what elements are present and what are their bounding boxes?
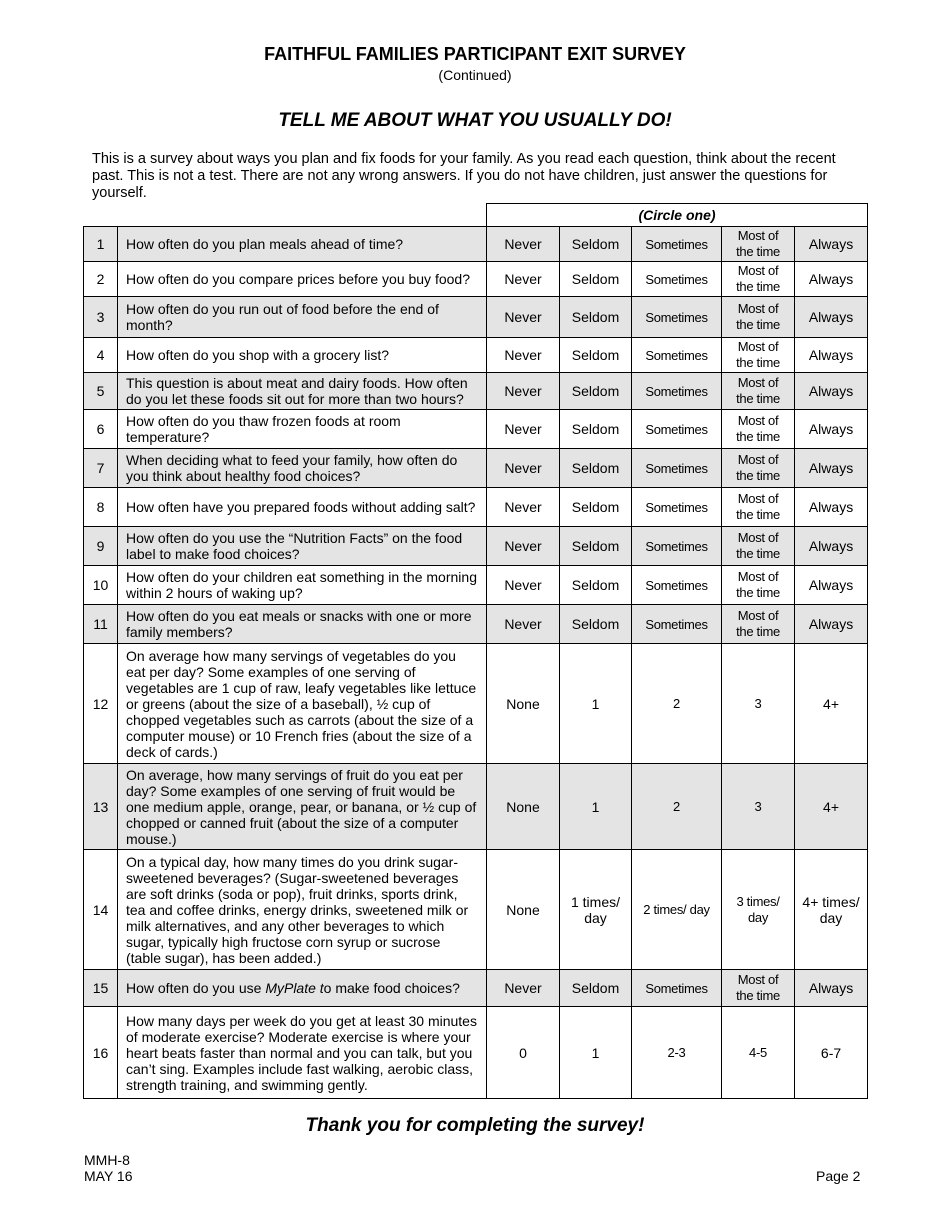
- question-number: 14: [84, 850, 118, 970]
- answer-option-label: Always: [808, 271, 854, 287]
- answer-option-sometimes[interactable]: [632, 373, 722, 410]
- answer-option-label: 4+: [823, 695, 839, 712]
- question-number: 9: [84, 527, 118, 566]
- answer-option-most[interactable]: [722, 764, 795, 850]
- question-number: 7: [84, 449, 118, 488]
- answer-option-label: None: [506, 901, 540, 918]
- answer-option-sometimes[interactable]: [632, 527, 722, 566]
- answer-option-label: Always: [808, 980, 854, 996]
- answer-option-label: Seldom: [571, 271, 620, 287]
- answer-option-label: Sometimes: [645, 577, 708, 593]
- answer-option-sometimes[interactable]: [632, 262, 722, 297]
- answer-option-never[interactable]: [487, 338, 560, 373]
- answer-option-label: 0: [519, 1044, 527, 1061]
- answer-option-label: 1: [591, 798, 600, 815]
- answer-option-label: Seldom: [571, 538, 620, 554]
- question-number: 4: [84, 338, 118, 373]
- answer-option-label: Most of the time: [736, 375, 780, 406]
- answer-option-label: Always: [808, 309, 854, 325]
- answer-option-label: 3: [754, 696, 762, 711]
- answer-option-label: Never: [504, 577, 542, 593]
- answer-option-most[interactable]: [722, 1007, 795, 1099]
- answer-option-never[interactable]: [487, 764, 560, 850]
- question-row: [84, 527, 868, 566]
- question-number: 10: [84, 566, 118, 605]
- answer-option-label: Seldom: [571, 577, 620, 593]
- answer-option-seldom[interactable]: [560, 338, 632, 373]
- answer-option-sometimes[interactable]: [632, 566, 722, 605]
- answer-option-always[interactable]: [795, 1007, 868, 1099]
- question-text: How often do you thaw frozen foods at room temperature?: [118, 410, 487, 449]
- answer-option-label: Most of the time: [736, 228, 780, 259]
- answer-option-label: 2: [673, 696, 680, 711]
- answer-option-seldom[interactable]: [560, 644, 632, 764]
- answer-option-always[interactable]: [795, 566, 868, 605]
- form-code-id: MMH-8: [84, 1152, 130, 1168]
- answer-option-label: Seldom: [571, 383, 620, 399]
- question-text: How often do you eat meals or snacks with one or more family members?: [118, 605, 487, 644]
- answer-option-seldom[interactable]: [560, 410, 632, 449]
- answer-option-seldom[interactable]: [560, 566, 632, 605]
- question-text-part: o make food choices?: [323, 980, 460, 996]
- answer-option-seldom[interactable]: [560, 970, 632, 1007]
- answer-option-never[interactable]: [487, 410, 560, 449]
- answer-option-sometimes[interactable]: [632, 227, 722, 262]
- question-text-part: MyPlate t: [265, 980, 324, 996]
- answer-option-label: Seldom: [571, 460, 620, 476]
- question-row: [84, 605, 868, 644]
- question-row: [84, 764, 868, 850]
- answer-option-label: Always: [808, 236, 854, 252]
- question-row: [84, 449, 868, 488]
- answer-option-label: 2-3: [667, 1045, 686, 1060]
- answer-option-label: Sometimes: [645, 460, 708, 476]
- answer-option-never[interactable]: [487, 644, 560, 764]
- question-row: [84, 488, 868, 527]
- answer-option-most[interactable]: [722, 527, 795, 566]
- question-text: On average how many servings of vegetables do you eat per day? Some examples of one serving of vegetables are 1 cup of raw, leafy vegetables like lettuce or greens (about the size of a baseball), ½ cup of chopped vegetables such as carrots (about the size of a computer mouse) or 10 French fries (about the size of a deck of cards.): [118, 644, 487, 764]
- answer-option-label: 6-7: [820, 1044, 842, 1061]
- question-number: 5: [84, 373, 118, 410]
- answer-option-most[interactable]: [722, 970, 795, 1007]
- answer-option-label: 4+ times/ day: [802, 893, 860, 926]
- answer-option-label: Most of the time: [736, 530, 780, 561]
- answer-option-sometimes[interactable]: [632, 1007, 722, 1099]
- answer-option-most[interactable]: [722, 850, 795, 970]
- answer-option-label: Never: [504, 309, 542, 325]
- answer-option-label: Sometimes: [645, 236, 708, 252]
- answer-option-sometimes[interactable]: [632, 970, 722, 1007]
- answer-option-label: Always: [808, 383, 854, 399]
- question-text-part: How often do you use: [126, 980, 266, 996]
- answer-option-label: Never: [504, 347, 542, 363]
- answer-option-sometimes[interactable]: [632, 644, 722, 764]
- answer-option-most[interactable]: [722, 449, 795, 488]
- question-text: This question is about meat and dairy foods. How often do you let these foods sit out for more than two hours?: [118, 373, 487, 410]
- answer-option-label: 2: [673, 799, 680, 814]
- answer-option-always[interactable]: [795, 644, 868, 764]
- answer-option-label: Sometimes: [645, 347, 708, 363]
- answer-option-sometimes[interactable]: [632, 605, 722, 644]
- answer-option-seldom[interactable]: [560, 605, 632, 644]
- answer-option-sometimes[interactable]: [632, 410, 722, 449]
- survey-table: [83, 203, 868, 1099]
- page-number: Page 2: [816, 1168, 861, 1184]
- question-number: 6: [84, 410, 118, 449]
- answer-option-never[interactable]: [487, 566, 560, 605]
- answer-option-label: Most of the time: [736, 608, 780, 639]
- answer-option-label: Sometimes: [645, 980, 708, 996]
- answer-option-label: Never: [504, 616, 542, 632]
- answer-option-never[interactable]: [487, 227, 560, 262]
- answer-option-label: Most of the time: [736, 452, 780, 483]
- question-text: How often do you shop with a grocery list?: [118, 338, 487, 373]
- question-text: How often do you compare prices before you buy food?: [118, 262, 487, 297]
- answer-option-label: Never: [504, 421, 542, 437]
- question-text: How often have you prepared foods without adding salt?: [118, 488, 487, 527]
- answer-option-never[interactable]: [487, 527, 560, 566]
- answer-option-seldom[interactable]: [560, 449, 632, 488]
- answer-option-label: Sometimes: [645, 309, 708, 325]
- question-row: [84, 970, 868, 1007]
- question-number: 2: [84, 262, 118, 297]
- answer-option-label: Always: [808, 538, 854, 554]
- answer-option-always[interactable]: [795, 970, 868, 1007]
- answer-option-never[interactable]: [487, 488, 560, 527]
- answer-option-label: Always: [808, 616, 854, 632]
- table-header-row: [84, 204, 868, 227]
- answer-option-label: Always: [808, 421, 854, 437]
- answer-option-label: 1 times/ day: [570, 893, 620, 926]
- question-number: 8: [84, 488, 118, 527]
- question-text: On a typical day, how many times do you drink sugar-sweetened beverages? (Sugar-sweetened beverages are soft drinks (soda or pop), fruit drinks, sports drink, tea and coffee drinks, energy drinks, sweetened milk or milk alternatives, and any other beverages to which sugar, typically high fructose corn syrup or sucrose (table sugar), has been added.): [118, 850, 487, 970]
- answer-option-label: Never: [504, 499, 542, 515]
- answer-option-label: Seldom: [571, 421, 620, 437]
- answer-option-label: Always: [808, 460, 854, 476]
- answer-option-always[interactable]: [795, 605, 868, 644]
- survey-subtitle: (Continued): [438, 67, 512, 83]
- question-number: 11: [84, 605, 118, 644]
- answer-option-label: Most of the time: [736, 491, 780, 522]
- answer-option-label: Sometimes: [645, 616, 708, 632]
- answer-option-label: Never: [504, 538, 542, 554]
- answer-option-always[interactable]: [795, 373, 868, 410]
- thank-you-message: Thank you for completing the survey!: [305, 1115, 645, 1136]
- question-row: [84, 338, 868, 373]
- answer-option-most[interactable]: [722, 566, 795, 605]
- answer-option-label: Seldom: [571, 236, 620, 252]
- answer-option-label: Sometimes: [645, 421, 708, 437]
- answer-option-never[interactable]: [487, 297, 560, 338]
- answer-option-label: Never: [504, 460, 542, 476]
- answer-option-always[interactable]: [795, 850, 868, 970]
- answer-option-label: Seldom: [571, 499, 620, 515]
- answer-option-seldom[interactable]: [560, 227, 632, 262]
- answer-option-always[interactable]: [795, 410, 868, 449]
- answer-option-seldom[interactable]: [560, 1007, 632, 1099]
- answer-option-always[interactable]: [795, 449, 868, 488]
- answer-option-label: Never: [504, 236, 542, 252]
- answer-option-label: 3 times/ day: [736, 893, 780, 925]
- question-number: 1: [84, 227, 118, 262]
- answer-option-label: None: [506, 798, 540, 815]
- answer-option-never[interactable]: [487, 449, 560, 488]
- answer-option-label: Never: [504, 383, 542, 399]
- answer-option-always[interactable]: [795, 227, 868, 262]
- answer-option-most[interactable]: [722, 373, 795, 410]
- answer-option-most[interactable]: [722, 410, 795, 449]
- question-row: [84, 410, 868, 449]
- question-row: [84, 227, 868, 262]
- answer-option-most[interactable]: [722, 338, 795, 373]
- answer-option-label: Seldom: [571, 980, 620, 996]
- question-row: [84, 566, 868, 605]
- question-text: How often do you use the “Nutrition Facts” on the food label to make food choices?: [118, 527, 487, 566]
- question-text: How many days per week do you get at least 30 minutes of moderate exercise? Moderate exercise is where your heart beats faster than normal and you can talk, but you can’t sing. Examples include fast walking, aerobic class, strength training, and swimming gently.: [118, 1007, 487, 1099]
- intro-paragraph: This is a survey about ways you plan and fix foods for your family. As you read each question, think about the recent past. This is not a test. There are not any wrong answers. If you do not have children, just answer the questions for yourself.: [92, 151, 836, 201]
- answer-option-seldom[interactable]: [560, 527, 632, 566]
- question-row: [84, 1007, 868, 1099]
- answer-option-always[interactable]: [795, 527, 868, 566]
- question-row: [84, 262, 868, 297]
- answer-option-label: Always: [808, 577, 854, 593]
- answer-option-never[interactable]: [487, 970, 560, 1007]
- answer-option-most[interactable]: [722, 297, 795, 338]
- answer-option-label: Sometimes: [645, 383, 708, 399]
- question-row: [84, 644, 868, 764]
- question-text: How often do your children eat something in the morning within 2 hours of waking up?: [118, 566, 487, 605]
- question-number: 3: [84, 297, 118, 338]
- circle-one-label: (Circle one): [487, 204, 868, 227]
- answer-option-label: 1: [591, 1044, 600, 1061]
- answer-option-seldom[interactable]: [560, 373, 632, 410]
- answer-option-never[interactable]: [487, 262, 560, 297]
- answer-option-label: Sometimes: [645, 538, 708, 554]
- question-row: [84, 373, 868, 410]
- question-text: How often do you run out of food before the end of month?: [118, 297, 487, 338]
- answer-option-label: Sometimes: [645, 271, 708, 287]
- section-heading: TELL ME ABOUT WHAT YOU USUALLY DO!: [278, 110, 672, 131]
- question-text: On average, how many servings of fruit do you eat per day? Some examples of one serving of fruit would be one medium apple, orange, pear, or banana, or ½ cup of chopped or canned fruit (about the size of a computer mouse.): [118, 764, 487, 850]
- answer-option-always[interactable]: [795, 262, 868, 297]
- question-text: How often do you plan meals ahead of time?: [118, 227, 487, 262]
- answer-option-always[interactable]: [795, 488, 868, 527]
- answer-option-label: Never: [504, 271, 542, 287]
- answer-option-label: 2 times/ day: [643, 902, 710, 917]
- question-text: [118, 970, 487, 1007]
- form-code: [84, 1152, 133, 1184]
- header-spacer: [84, 204, 487, 227]
- answer-option-label: 3: [754, 799, 762, 814]
- answer-option-sometimes[interactable]: [632, 488, 722, 527]
- answer-option-always[interactable]: [795, 764, 868, 850]
- question-number: 15: [84, 970, 118, 1007]
- answer-option-sometimes[interactable]: [632, 764, 722, 850]
- answer-option-label: Most of the time: [736, 569, 780, 600]
- answer-option-sometimes[interactable]: [632, 449, 722, 488]
- answer-option-label: Seldom: [571, 309, 620, 325]
- answer-option-label: Never: [504, 980, 542, 996]
- answer-option-label: Seldom: [571, 616, 620, 632]
- answer-option-most[interactable]: [722, 644, 795, 764]
- answer-option-label: Most of the time: [736, 339, 780, 370]
- answer-option-most[interactable]: [722, 262, 795, 297]
- answer-option-label: Most of the time: [736, 972, 780, 1003]
- question-row: [84, 850, 868, 970]
- answer-option-label: None: [506, 695, 540, 712]
- answer-option-seldom[interactable]: [560, 764, 632, 850]
- answer-option-label: Seldom: [571, 347, 620, 363]
- answer-option-seldom[interactable]: [560, 262, 632, 297]
- answer-option-label: 4-5: [749, 1045, 767, 1060]
- answer-option-sometimes[interactable]: [632, 338, 722, 373]
- answer-option-always[interactable]: [795, 297, 868, 338]
- answer-option-most[interactable]: [722, 488, 795, 527]
- answer-option-label: Most of the time: [736, 301, 780, 332]
- answer-option-label: Most of the time: [736, 263, 780, 294]
- answer-option-sometimes[interactable]: [632, 850, 722, 970]
- answer-option-label: 4+: [823, 798, 839, 815]
- answer-option-seldom[interactable]: [560, 850, 632, 970]
- question-row: [84, 297, 868, 338]
- answer-option-label: Always: [808, 499, 854, 515]
- question-number: 16: [84, 1007, 118, 1099]
- answer-option-label: Sometimes: [645, 499, 708, 515]
- answer-option-sometimes[interactable]: [632, 297, 722, 338]
- question-text: When deciding what to feed your family, how often do you think about healthy food choices?: [118, 449, 487, 488]
- answer-option-label: Most of the time: [736, 413, 780, 444]
- question-number: 12: [84, 644, 118, 764]
- answer-option-never[interactable]: [487, 850, 560, 970]
- form-code-date: MAY 16: [84, 1168, 133, 1184]
- answer-option-never[interactable]: [487, 605, 560, 644]
- answer-option-label: 1: [591, 695, 600, 712]
- question-number: 13: [84, 764, 118, 850]
- survey-title: FAITHFUL FAMILIES PARTICIPANT EXIT SURVEY: [264, 44, 686, 64]
- answer-option-always[interactable]: [795, 338, 868, 373]
- answer-option-seldom[interactable]: [560, 297, 632, 338]
- answer-option-never[interactable]: [487, 373, 560, 410]
- answer-option-label: Always: [808, 347, 854, 363]
- answer-option-most[interactable]: [722, 227, 795, 262]
- answer-option-most[interactable]: [722, 605, 795, 644]
- answer-option-never[interactable]: [487, 1007, 560, 1099]
- answer-option-seldom[interactable]: [560, 488, 632, 527]
